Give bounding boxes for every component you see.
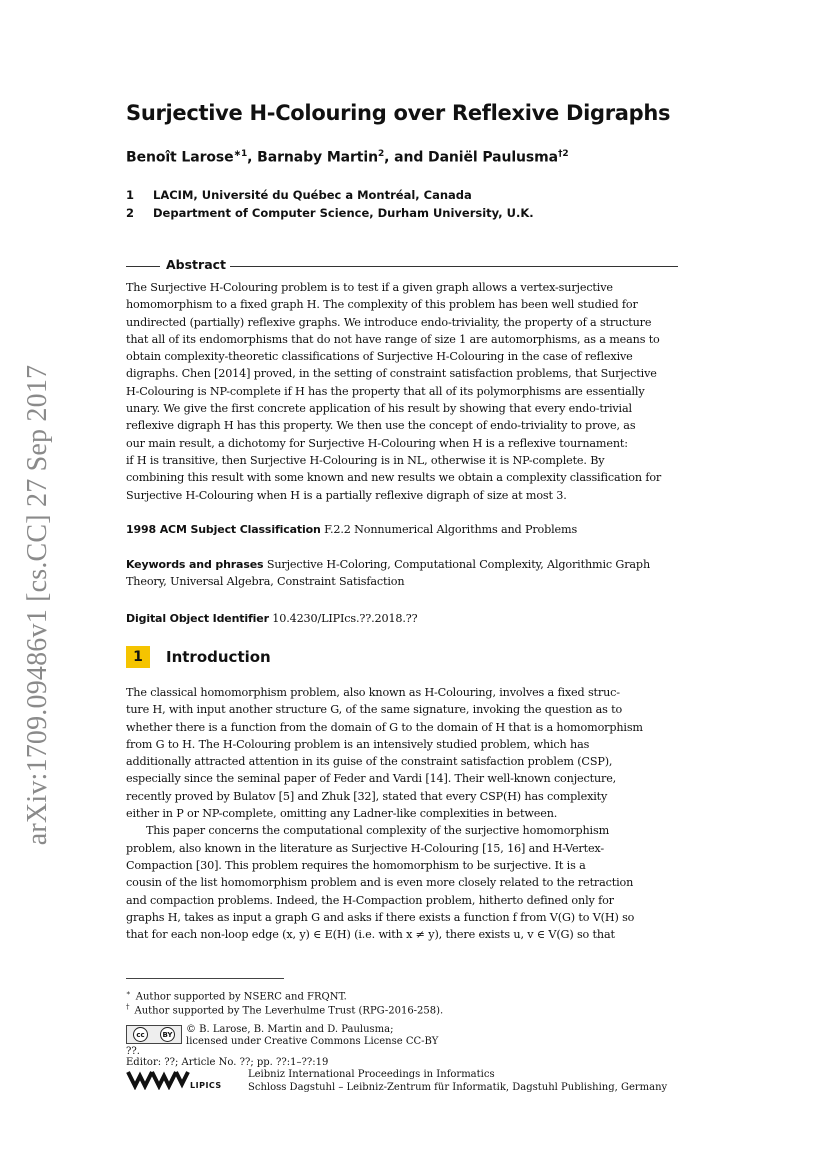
- footnote-text: Author supported by The Leverhulme Trust (RPG-2016-258).: [134, 1005, 444, 1017]
- acm-classification: [126, 521, 678, 538]
- keywords-line: Surjective H-Coloring, Computational Complexity, Algorithmic Graph: [266, 558, 650, 571]
- affiliation-text: Department of Computer Science, Durham University, U.K.: [153, 206, 534, 220]
- section-number: 1: [126, 646, 150, 668]
- abstract-line: H-Colouring is NP-complete if H has the property that all of its polymorphisms are essentially: [126, 384, 645, 398]
- cc-license-badge: [126, 1025, 182, 1044]
- abstract-heading: [126, 257, 678, 275]
- intro-body: [126, 684, 678, 943]
- intro-line: The classical homomorphism problem, also known as H-Colouring, involves a fixed struc-: [126, 686, 620, 699]
- intro-line: cousin of the list homomorphism problem and is even more closely related to the retraction: [126, 876, 634, 890]
- venue-placeholder: ??.: [126, 1046, 140, 1057]
- by-icon: BY: [160, 1027, 175, 1042]
- abstract-line: undirected (partially) reflexive graphs. We introduce endo-triviality, the property of a structure: [126, 315, 652, 329]
- author-mark: 2: [377, 149, 385, 159]
- intro-line: and compaction problems. Indeed, the H-Compaction problem, hitherto defined only for: [126, 893, 614, 907]
- intro-line: This paper concerns the computational complexity of the surjective homomorphism: [146, 824, 610, 838]
- footnote-mark: †: [126, 1003, 130, 1011]
- abstract-line: combining this result with some known and new results we obtain a complexity classification for: [126, 471, 662, 485]
- license-text: [186, 1024, 438, 1048]
- arxiv-stamp: [20, 365, 56, 845]
- doi-value: 10.4230/LIPIcs.??.2018.??: [272, 612, 418, 625]
- keywords-label: Keywords and phrases: [126, 558, 264, 571]
- paper-title: Surjective H-Colouring over Reflexive Digraphs: [126, 101, 671, 125]
- abstract-label: Abstract: [162, 257, 230, 272]
- author-name: Barnaby Martin: [257, 149, 378, 166]
- affiliation-number: 2: [126, 206, 135, 220]
- abstract-line: unary. We give the first concrete application of his result by showing that every endo-trivial: [126, 402, 632, 416]
- intro-line: ture H, with input another structure G, of the same signature, invoking the question as to: [126, 703, 623, 717]
- license-line: licensed under Creative Commons License CC-BY: [186, 1036, 439, 1047]
- intro-line: recently proved by Bulatov [5] and Zhuk [32], stated that every CSP(H) has complexity: [126, 789, 608, 803]
- cc-icon: cc: [133, 1027, 148, 1042]
- doi-label: Digital Object Identifier: [126, 612, 269, 625]
- author-list: [126, 149, 726, 166]
- editor-line: Editor: ??; Article No. ??; pp. ??:1–??:19: [126, 1057, 329, 1068]
- author-separator: , and: [384, 149, 429, 166]
- section-heading: [126, 646, 271, 668]
- footnote-mark: ∗: [126, 989, 131, 997]
- intro-line: either in P or NP-complete, omitting any Ladner-like complexities in between.: [126, 807, 558, 821]
- intro-line: from G to H. The H-Colouring problem is an intensively studied problem, which has: [126, 737, 590, 751]
- lipics-logo-icon: [126, 1068, 190, 1090]
- license-line: © B. Larose, B. Martin and D. Paulusma;: [186, 1024, 394, 1035]
- footnote-text: Author supported by NSERC and FRQNT.: [135, 991, 347, 1003]
- abstract-line: that all of its endomorphisms that do not have range of size 1 are automorphisms, as a means to: [126, 332, 660, 346]
- keywords-line: Theory, Universal Algebra, Constraint Satisfaction: [126, 575, 405, 589]
- intro-line: especially since the seminal paper of Feder and Vardi [14]. Their well-known conjecture,: [126, 772, 617, 786]
- affiliation: [126, 206, 726, 220]
- intro-line: graphs H, takes as input a graph G and asks if there exists a function f from V(G) to V(H) so: [126, 910, 635, 924]
- abstract-rule-right: [222, 266, 678, 267]
- abstract-line: reflexive digraph H has this property. We then use the concept of endo-triviality to prove, as: [126, 419, 636, 433]
- abstract-body: [126, 279, 678, 504]
- acm-value: F.2.2 Nonnumerical Algorithms and Problems: [324, 523, 578, 536]
- intro-line: that for each non-loop edge (x, y) ∈ E(H) (i.e. with x ≠ y), there exists u, v ∈ V(G) so that: [126, 928, 615, 942]
- lipics-text: [248, 1068, 667, 1094]
- abstract-line: our main result, a dichotomy for Surjective H-Colouring when H is a reflexive tournament:: [126, 436, 628, 450]
- abstract-rule-left: [126, 266, 160, 267]
- keywords: [126, 556, 678, 591]
- author-mark: †2: [557, 149, 569, 159]
- abstract-line: Surjective H-Colouring when H is a partially reflexive digraph of size at most 3.: [126, 488, 567, 502]
- footnote: [126, 1000, 443, 1018]
- doi: [126, 610, 678, 627]
- intro-line: Compaction [30]. This problem requires the homomorphism to be surjective. It is a: [126, 858, 586, 872]
- lipics-line: Leibniz International Proceedings in Informatics: [248, 1069, 495, 1080]
- author-name: Daniël Paulusma: [428, 149, 558, 166]
- abstract-line: homomorphism to a fixed graph H. The complexity of this problem has been well studied for: [126, 298, 638, 312]
- footnote-rule: [126, 978, 284, 979]
- author-mark: ∗1: [233, 149, 248, 159]
- lipics-wordmark: LIPICS: [190, 1081, 222, 1090]
- acm-label: 1998 ACM Subject Classification: [126, 523, 321, 536]
- author-name: Benoît Larose: [126, 149, 234, 166]
- abstract-line: The Surjective H-Colouring problem is to test if a given graph allows a vertex-surjective: [126, 281, 613, 294]
- affiliation-text: LACIM, Université du Québec a Montréal, Canada: [153, 188, 472, 202]
- abstract-line: obtain complexity-theoretic classifications of Surjective H-Colouring in the case of reflexive: [126, 350, 633, 364]
- author-separator: ,: [247, 149, 258, 166]
- section-title: Introduction: [166, 648, 271, 666]
- abstract-line: digraphs. Chen [2014] proved, in the setting of constraint satisfaction problems, that Surjective: [126, 367, 657, 381]
- lipics-line: Schloss Dagstuhl – Leibniz-Zentrum für Informatik, Dagstuhl Publishing, Germany: [248, 1082, 668, 1093]
- intro-line: whether there is a function from the domain of G to the domain of H that is a homomorphism: [126, 720, 643, 734]
- affiliation-number: 1: [126, 188, 135, 202]
- intro-line: problem, also known in the literature as Surjective H-Colouring [15, 16] and H-Vertex-: [126, 841, 605, 855]
- intro-line: additionally attracted attention in its guise of the constraint satisfaction problem (CSP),: [126, 755, 613, 769]
- arxiv-id: arXiv:1709.09486v1 [cs.CC] 27 Sep 2017: [22, 364, 53, 846]
- affiliation: [126, 188, 726, 202]
- abstract-line: if H is transitive, then Surjective H-Colouring is in NL, otherwise it is NP-complete. By: [126, 453, 605, 467]
